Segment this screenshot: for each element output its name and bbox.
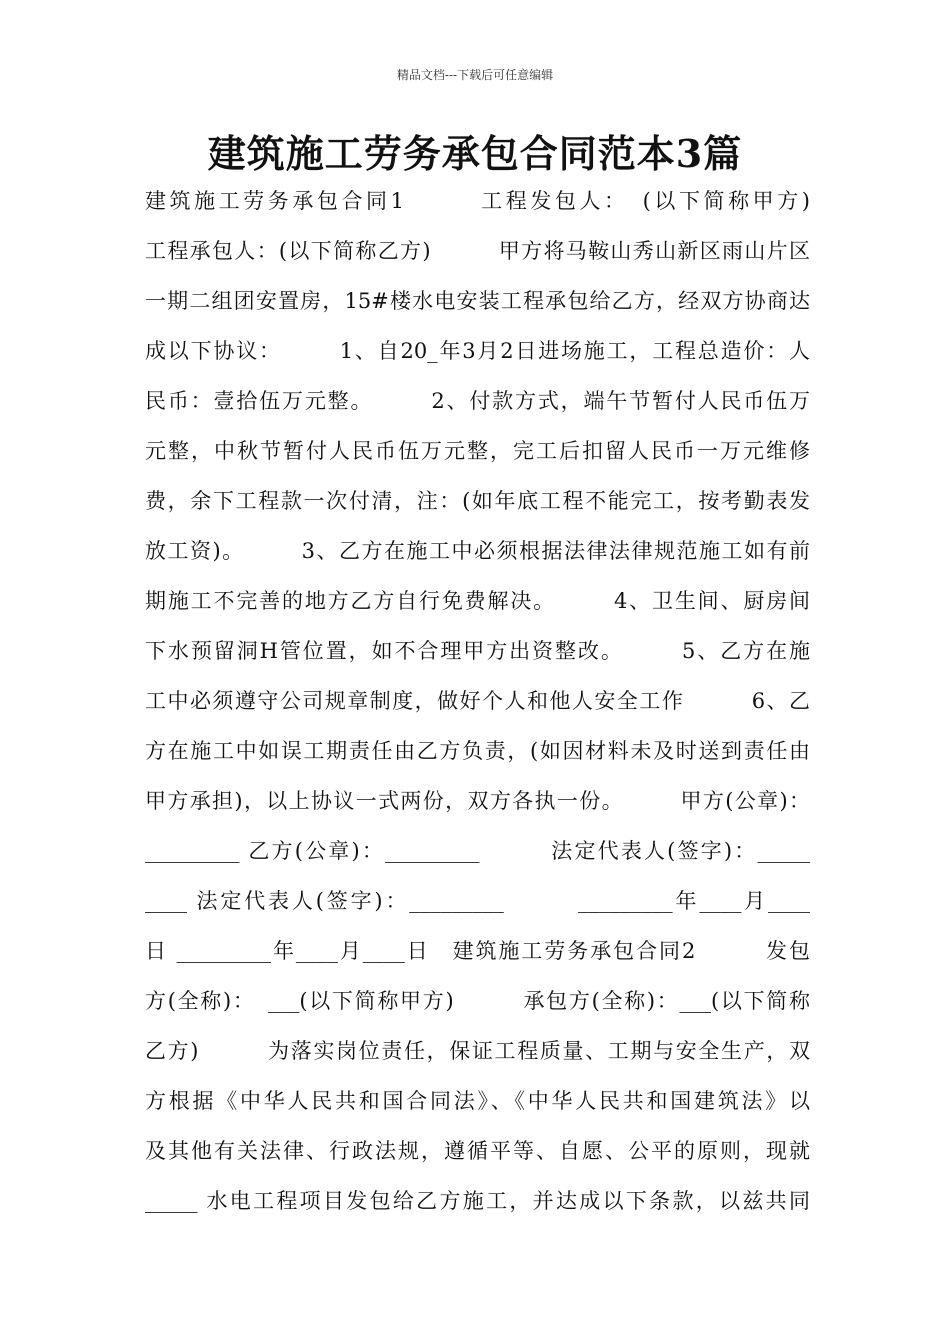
body-line: 期施工不完善的地方乙方自行免费解决。 4、卫生间、厨房间 (145, 589, 810, 613)
document-title: 建筑施工劳务承包合同范本3篇 (207, 131, 743, 176)
body-line: _____ 水电工程项目发包给乙方施工，并达成以下条款，以兹共同 (145, 1189, 810, 1213)
body-line: 及其他有关法律、行政法规，遵循平等、自愿、公平的原则，现就 (145, 1139, 810, 1163)
body-line: 方根据《中华人民共和国合同法》、《中华人民共和国建筑法》以 (145, 1089, 810, 1113)
body-line: 甲方承担)，以上协议一式两份，双方各执一份。 甲方(公章)： (145, 789, 810, 813)
body-line: 一期二组团安置房，15#楼水电安装工程承包给乙方，经双方协商达 (145, 289, 810, 313)
body-line: 乙方) 为落实岗位责任，保证工程质量、工期与安全生产，双 (145, 1039, 810, 1063)
body-line: 日 _________年____月____日 建筑施工劳务承包合同2 发包 (145, 939, 810, 963)
body-line: 方在施工中如误工期责任由乙方负责，(如因材料未及时送到责任由 (145, 739, 810, 763)
body-line: 下水预留洞H管位置，如不合理甲方出资整改。 5、乙方在施 (145, 639, 810, 663)
body-line: 费，余下工程款一次付清，注：(如年底工程不能完工，按考勤表发 (145, 489, 810, 513)
body-line: ____ 法定代表人(签字)：_________ _________年____月____ (145, 889, 810, 913)
body-line: 工中必须遵守公司规章制度，做好个人和他人安全工作 6、乙 (145, 689, 810, 713)
body-line: 工程承包人：(以下简称乙方) 甲方将马鞍山秀山新区雨山片区 (145, 239, 810, 263)
body-line: 成以下协议： 1、自20_年3月2日进场施工，工程总造价：人 (145, 339, 810, 363)
document-body (145, 176, 810, 1226)
body-line: 方(全称)： ___(以下简称甲方) 承包方(全称)：___(以下简称 (145, 989, 810, 1013)
body-line: 建筑施工劳务承包合同1 工程发包人： (以下简称甲方) (145, 189, 810, 213)
body-line: _________ 乙方(公章)：_________ 法定代表人(签字)：_____ (145, 839, 810, 863)
body-line: 民币：壹拾伍万元整。 2、付款方式，端午节暂付人民币伍万 (145, 389, 810, 413)
body-line: 放工资)。 3、乙方在施工中必须根据法律法律规范施工如有前 (145, 539, 810, 563)
body-line: 元整，中秋节暂付人民币伍万元整，完工后扣留人民币一万元维修 (145, 439, 810, 463)
header-note: 精品文档---下载后可任意编辑 (396, 68, 554, 82)
